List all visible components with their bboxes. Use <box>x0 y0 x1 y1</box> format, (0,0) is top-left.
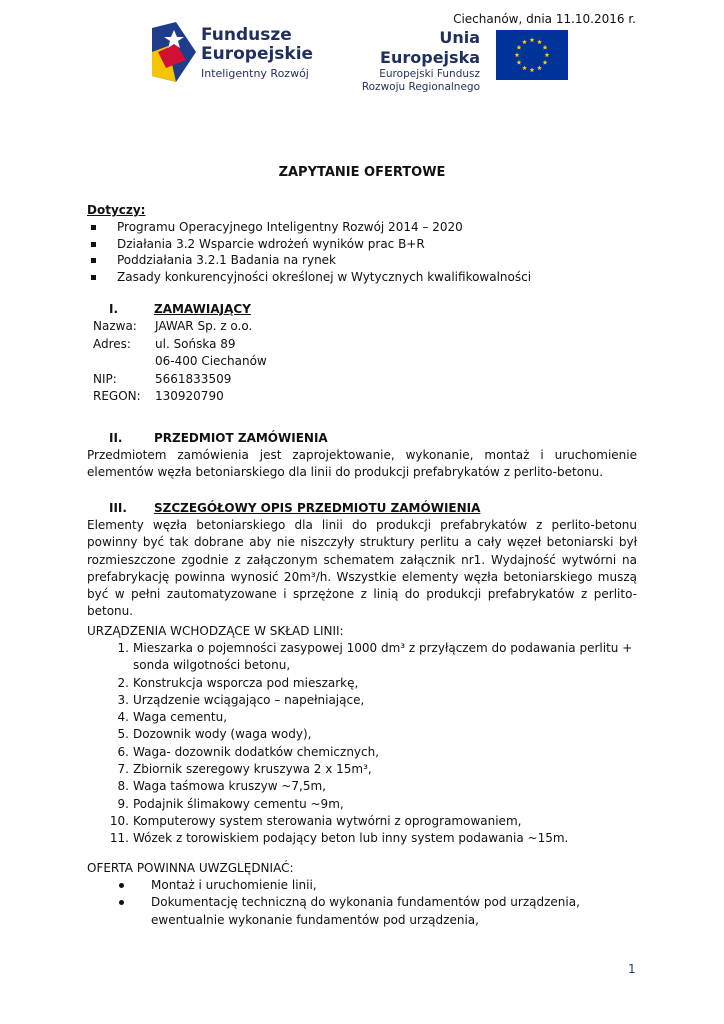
list-item-text: Urządzenie wciągająco – napełniające, <box>133 692 365 707</box>
dotyczy-label: Dotyczy: <box>87 203 146 217</box>
list-item <box>87 813 637 830</box>
document-title: ZAPYTANIE OFERTOWE <box>278 165 446 180</box>
fundusze-europejskie-logo <box>152 22 196 82</box>
kv-row <box>87 318 637 336</box>
fe-logo-line1: Fundusze <box>201 25 292 45</box>
eu-flag-icon <box>496 30 568 80</box>
list-item-text: Dozownik wody (waga wody), <box>133 727 312 742</box>
list-item-text: Waga taśmowa kruszyw ~7,5m, <box>133 779 326 794</box>
list-item-number: 9. <box>117 796 129 811</box>
section-text: Przedmiotem zamówienia jest zaprojektowanie, wykonanie, montaż i uruchomienie elementów węzła betoniarskiego dla linii do produkcji prefabrykatów z perlito-betonu. <box>87 448 637 480</box>
list-item <box>87 761 637 778</box>
list-item-text: Konstrukcja wsporcza pod mieszarkę, <box>133 675 359 690</box>
page-number: 1 <box>628 962 636 976</box>
section-zamawiajacy <box>87 301 637 406</box>
fundusze-europejskie-text <box>201 26 313 82</box>
list-item <box>87 830 637 847</box>
kv-value: JAWAR Sp. z o.o. <box>155 319 253 333</box>
section-heading <box>87 430 637 447</box>
list-item-text: Zbiornik szeregowy kruszywa 2 x 15m³, <box>133 762 372 777</box>
kv-key <box>87 353 155 371</box>
list-item-number: 8. <box>117 779 129 794</box>
section-number: II. <box>109 431 123 445</box>
page-header <box>0 18 724 93</box>
list-item <box>87 675 637 692</box>
list-item-number: 1. <box>117 641 129 655</box>
kv-value: 5661833509 <box>155 371 232 386</box>
list-item: Zasady konkurencyjności określonej w Wytycznych kwalifikowalności <box>87 269 637 286</box>
list-item: Programu Operacyjnego Inteligentny Rozwój 2014 – 2020 <box>87 219 637 236</box>
list-item-number: 11. <box>109 831 129 846</box>
devices-heading: URZĄDZENIA WCHODZĄCE W SKŁAD LINII: <box>87 624 344 638</box>
section-number: III. <box>109 501 127 515</box>
offer-heading: OFERTA POWINNA UWZGLĘDNIAĆ: <box>87 861 294 875</box>
kv-key: REGON: <box>93 389 141 403</box>
list-item <box>87 726 637 743</box>
list-item <box>87 692 637 709</box>
list-item-number: 10. <box>109 813 129 828</box>
list-item-number: 3. <box>117 692 129 707</box>
section-przedmiot <box>87 430 637 482</box>
kv-value: 06-400 Ciechanów <box>155 354 267 368</box>
list-item <box>87 796 637 813</box>
section-heading <box>87 500 637 517</box>
ue-title: Unia Europejska <box>380 28 480 67</box>
list-item <box>87 778 637 795</box>
kv-value: 130920790 <box>155 389 224 403</box>
fe-logo-line3: Inteligentny Rozwój <box>201 67 309 80</box>
section-number: I. <box>109 302 119 316</box>
kv-row <box>87 388 637 406</box>
ue-line2: Europejski Fundusz <box>379 68 480 80</box>
kv-row <box>87 371 637 389</box>
kv-key: Adres: <box>93 336 131 351</box>
list-item-number: 4. <box>117 710 129 725</box>
list-item: Montaż i uruchomienie linii, <box>87 877 637 894</box>
place-date: Ciechanów, dnia 11.10.2016 r. <box>453 12 636 26</box>
list-item-text: Podajnik ślimakowy cementu ~9m, <box>133 796 344 811</box>
offer-list <box>87 877 637 929</box>
section-label: ZAMAWIAJĄCY <box>154 302 251 316</box>
fe-logo-line2: Europejskie <box>201 44 314 64</box>
kv-key: Nazwa: <box>93 319 137 333</box>
kv-row <box>87 336 637 354</box>
list-item-number: 6. <box>117 744 129 759</box>
list-item-number: 5. <box>117 727 129 742</box>
list-item: Poddziałania 3.2.1 Badania na rynek <box>87 252 637 269</box>
list-item <box>87 709 637 726</box>
kv-row <box>87 353 637 371</box>
list-item-number: 2. <box>117 675 129 690</box>
list-item-text: Waga- dozownik dodatków chemicznych, <box>133 744 380 759</box>
list-item-text: Komputerowy system sterowania wytwórni z oprogramowaniem, <box>133 813 522 828</box>
kv-key: NIP: <box>93 371 117 386</box>
list-item-number: 7. <box>117 762 129 777</box>
section-label: SZCZEGÓŁOWY OPIS PRZEDMIOTU ZAMÓWIENIA <box>154 501 481 515</box>
kv-value: ul. Sońska 89 <box>155 336 236 351</box>
section-label: PRZEDMIOT ZAMÓWIENIA <box>154 431 328 445</box>
ue-line3: Rozwoju Regionalnego <box>361 81 480 93</box>
list-item-text: Waga cementu, <box>133 710 228 725</box>
unia-europejska-text <box>340 28 480 94</box>
section-heading <box>87 301 637 318</box>
list-item-text: Mieszarka o pojemności zasypowej 1000 dm³ z przyłączem do podawania perlitu + sonda wilgotności betonu, <box>133 641 633 673</box>
section-text: Elementy węzła betoniarskiego dla linii do produkcji prefabrykatów z perlito-betonu powinny być tak dobrane aby nie niszczyły struktury perlitu a cały węzeł betoniarski był rozmieszczone zgodnie z załączonym schematem załącznik nr1. Wydajność wytwórni na prefabrykację powinna wynosić 20m³/h. Wszystkie elementy węzła betoniarskiego muszą być w pełni zautomatyzowane i sprzężone z linią do produkcji prefabrykatów z perlito-betonu. <box>87 518 637 619</box>
dotyczy-list <box>87 219 637 285</box>
devices-list <box>87 640 637 848</box>
list-item <box>87 640 637 675</box>
section-opis <box>87 500 637 621</box>
list-item <box>87 744 637 761</box>
dotyczy-block <box>87 202 637 285</box>
list-item-text: Wózek z torowiskiem podający beton lub inny system podawania ~15m. <box>133 831 569 846</box>
list-item: Działania 3.2 Wsparcie wdrożeń wyników prac B+R <box>87 236 637 253</box>
list-item: Dokumentację techniczną do wykonania fundamentów pod urządzenia, ewentualnie wykonanie fundamentów pod urządzenia, <box>87 894 637 929</box>
devices-block <box>87 623 637 848</box>
offer-block <box>87 860 637 929</box>
